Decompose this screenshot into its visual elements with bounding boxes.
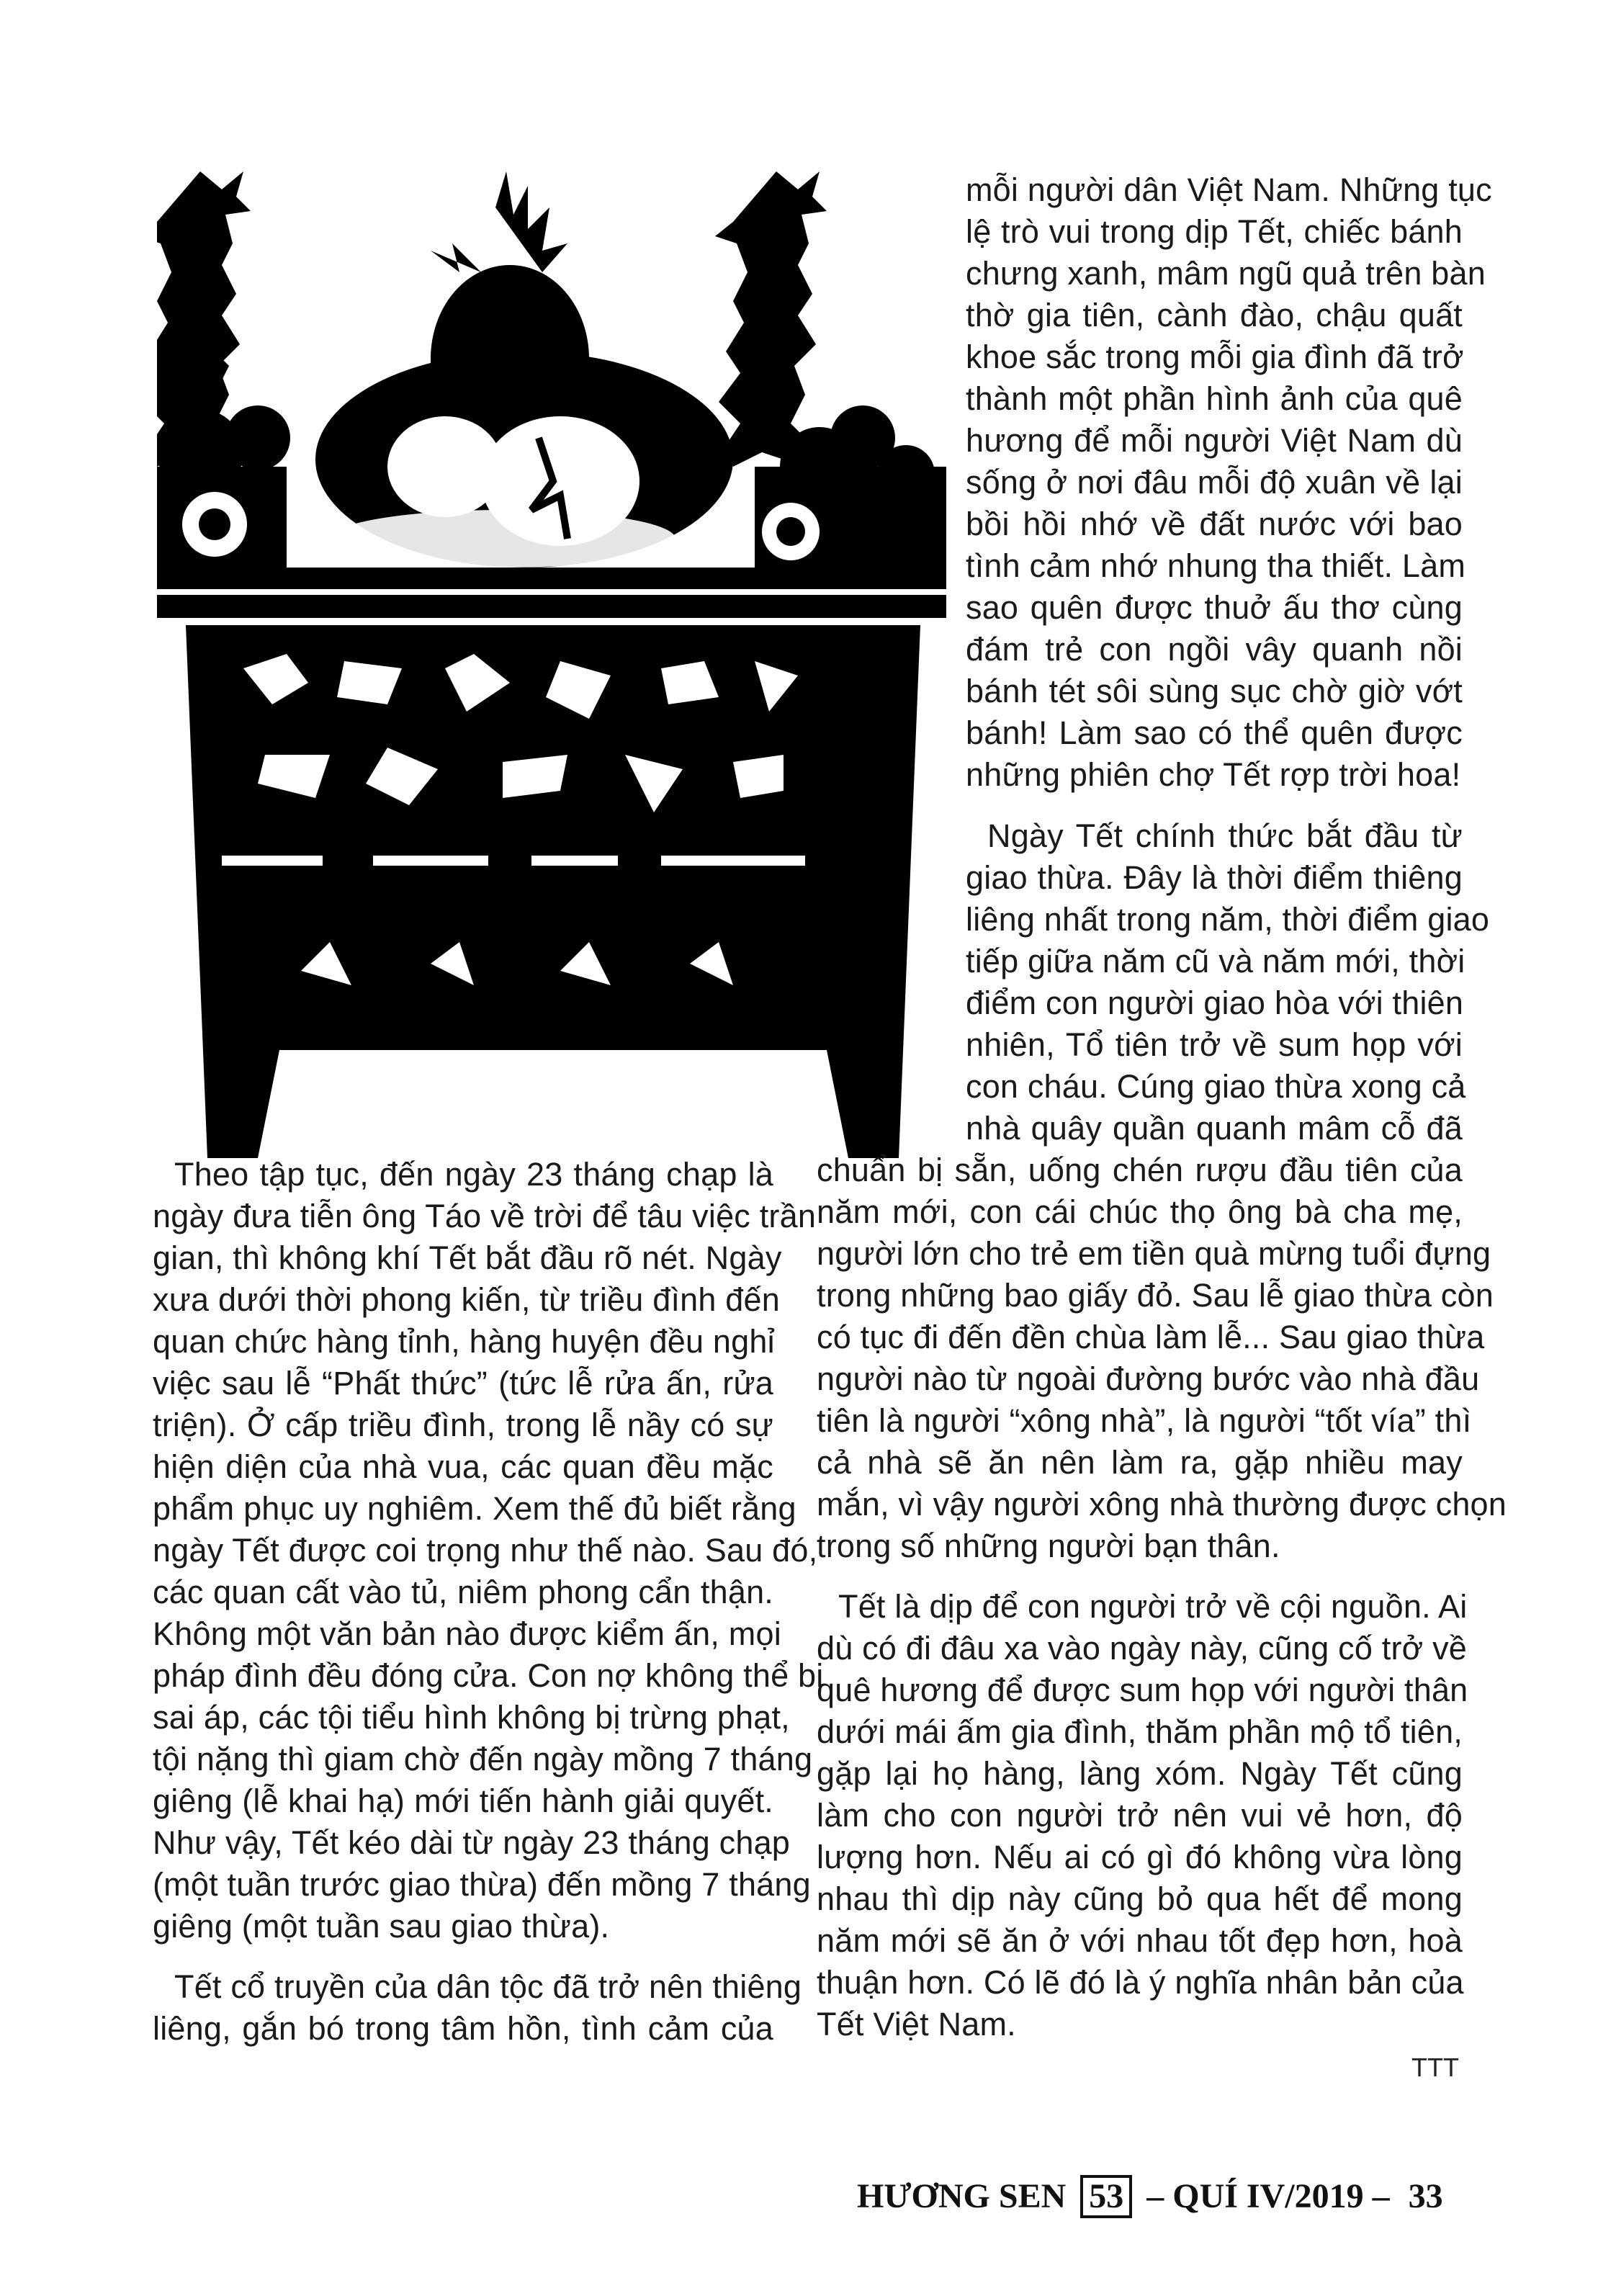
text-line: thuận hơn. Có lẽ đó là ý nghĩa nhân bản của — [817, 1964, 1464, 2001]
author-signature: TTT — [1411, 2053, 1459, 2082]
page-number: 33 — [1408, 2177, 1443, 2215]
magazine-title: HƯƠNG SEN — [857, 2177, 1067, 2215]
text-line: Như vậy, Tết kéo dài từ ngày 23 tháng chạp — [153, 1824, 791, 1861]
text-line: mỗi người dân Việt Nam. Những tục — [966, 171, 1492, 208]
text-line: (một tuần trước giao thừa) đến mồng 7 tháng — [153, 1866, 811, 1903]
text-line: thờ gia tiên, cành đào, chậu quất — [966, 297, 1463, 333]
text-line: triện). Ở cấp triều đình, trong lễ nầy có sự — [153, 1407, 773, 1443]
text-line: hương để mỗi người Việt Nam dù — [966, 422, 1463, 459]
text-line: quê hương để được sum họp với người thân — [817, 1672, 1468, 1708]
text-line: quan chức hàng tỉnh, hàng huyện đều nghỉ — [153, 1323, 775, 1360]
text-line: nhau thì dịp này cũng bỏ qua hết để mong — [817, 1880, 1463, 1917]
text-line: sống ở nơi đâu mỗi độ xuân về lại — [966, 464, 1463, 501]
text-line: có tục đi đến đền chùa làm lễ... Sau giao thừa — [817, 1319, 1485, 1355]
text-line: các quan cất vào tủ, niêm phong cẩn thận. — [153, 1574, 773, 1610]
text-line: Ngày Tết chính thức bắt đầu từ — [987, 817, 1463, 854]
text-line: lệ trò vui trong dịp Tết, chiếc bánh — [966, 213, 1463, 250]
text-line: ngày đưa tiễn ông Táo về trời để tâu việc trần — [153, 1198, 817, 1234]
text-line: làm cho con người trở nên vui vẻ hơn, độ — [817, 1797, 1463, 1834]
text-line: pháp đình đều đóng cửa. Con nợ không thể bị — [153, 1657, 824, 1694]
text-line: hiện diện của nhà vua, các quan đều mặc — [153, 1448, 773, 1485]
text-line: trong số những người bạn thân. — [817, 1528, 1280, 1564]
text-line: thành một phần hình ảnh của quê — [966, 380, 1463, 417]
text-line: cả nhà sẽ ăn nên làm ra, gặp nhiều may — [817, 1444, 1463, 1481]
text-line: Tết cổ truyền của dân tộc đã trở nên thiêng — [174, 1968, 802, 2005]
text-line: lượng hơn. Nếu ai có gì đó không vừa lòng — [817, 1839, 1463, 1875]
text-line: Theo tập tục, đến ngày 23 tháng chạp là — [174, 1156, 773, 1193]
text-line: liêng nhất trong năm, thời điểm giao — [966, 901, 1490, 938]
text-line: chưng xanh, mâm ngũ quả trên bàn — [966, 255, 1486, 292]
text-line: giao thừa. Đây là thời điểm thiêng — [966, 859, 1463, 896]
text-line: phẩm phục uy nghiêm. Xem thế đủ biết rằng — [153, 1490, 796, 1527]
text-line: người nào từ ngoài đường bước vào nhà đầu — [817, 1360, 1480, 1397]
issue-quarter: – QUÍ IV/2019 – — [1146, 2177, 1390, 2215]
text-line: gặp lại họ hàng, làng xóm. Ngày Tết cũng — [817, 1755, 1463, 1792]
text-line: nhà quây quần quanh mâm cỗ đã — [966, 1110, 1463, 1147]
text-line: người lớn cho trẻ em tiền quà mừng tuổi đựng — [817, 1235, 1491, 1272]
text-line: Tết là dịp để con người trở về cội nguồn. Ai — [838, 1588, 1468, 1625]
text-line: sai áp, các tội tiểu hình không bị trừng phạt, — [153, 1699, 790, 1736]
text-line: tội nặng thì giam chờ đến ngày mồng 7 tháng — [153, 1741, 813, 1777]
text-line: đám trẻ con ngồi vây quanh nồi — [966, 631, 1463, 668]
text-line: năm mới, con cái chúc thọ ông bà cha mẹ, — [817, 1193, 1463, 1230]
altar-illustration — [157, 164, 946, 1158]
text-line: con cháu. Cúng giao thừa xong cả — [966, 1068, 1466, 1105]
text-line: dưới mái ấm gia đình, thăm phần mộ tổ tiên, — [817, 1713, 1463, 1750]
text-line: giêng (lễ khai hạ) mới tiến hành giải quyết. — [153, 1782, 773, 1819]
text-line: bánh tét sôi sùng sục chờ giờ vớt — [966, 673, 1463, 709]
text-line: năm mới sẽ ăn ở với nhau tốt đẹp hơn, hoà — [817, 1922, 1463, 1959]
text-line: gian, thì không khí Tết bắt đầu rõ nét. Ngày — [153, 1239, 782, 1276]
text-line: ngày Tết được coi trọng như thế nào. Sau đó, — [153, 1532, 818, 1569]
text-line: liêng, gắn bó trong tâm hồn, tình cảm của — [153, 2010, 773, 2047]
text-line: giêng (một tuần sau giao thừa). — [153, 1908, 610, 1945]
text-line: Không một văn bản nào được kiểm ấn, mọi — [153, 1615, 781, 1652]
text-line: chuẩn bị sẵn, uống chén rượu đầu tiên của — [817, 1152, 1463, 1188]
text-line: tình cảm nhớ nhung tha thiết. Làm — [966, 547, 1466, 584]
text-line: điểm con người giao hòa với thiên — [966, 985, 1464, 1021]
text-line: mắn, vì vậy người xông nhà thường được chọn — [817, 1486, 1507, 1523]
text-line: bánh! Làm sao có thể quên được — [966, 714, 1463, 751]
text-line: tiên là người “xông nhà”, là người “tốt vía” thì — [817, 1402, 1472, 1439]
text-line: sao quên được thuở ấu thơ cùng — [966, 589, 1463, 626]
text-line: dù có đi đâu xa vào ngày này, cũng cố trở về — [817, 1630, 1468, 1667]
text-line: xưa dưới thời phong kiến, từ triều đình đến — [153, 1281, 780, 1318]
text-line: Tết Việt Nam. — [817, 2006, 1016, 2042]
text-line: tiếp giữa năm cũ và năm mới, thời — [966, 943, 1465, 979]
issue-number: 53 — [1080, 2175, 1132, 2218]
text-line: trong những bao giấy đỏ. Sau lễ giao thừa còn — [817, 1277, 1494, 1314]
text-line: việc sau lễ “Phất thức” (tức lễ rửa ấn, rửa — [153, 1365, 773, 1402]
text-line: bồi hồi nhớ về đất nước với bao — [966, 506, 1463, 542]
text-line: những phiên chợ Tết rợp trời hoa! — [966, 756, 1461, 793]
page-footer — [857, 2175, 1491, 2225]
text-line: nhiên, Tổ tiên trở về sum họp với — [966, 1026, 1463, 1063]
text-line: khoe sắc trong mỗi gia đình đã trở — [966, 338, 1464, 375]
